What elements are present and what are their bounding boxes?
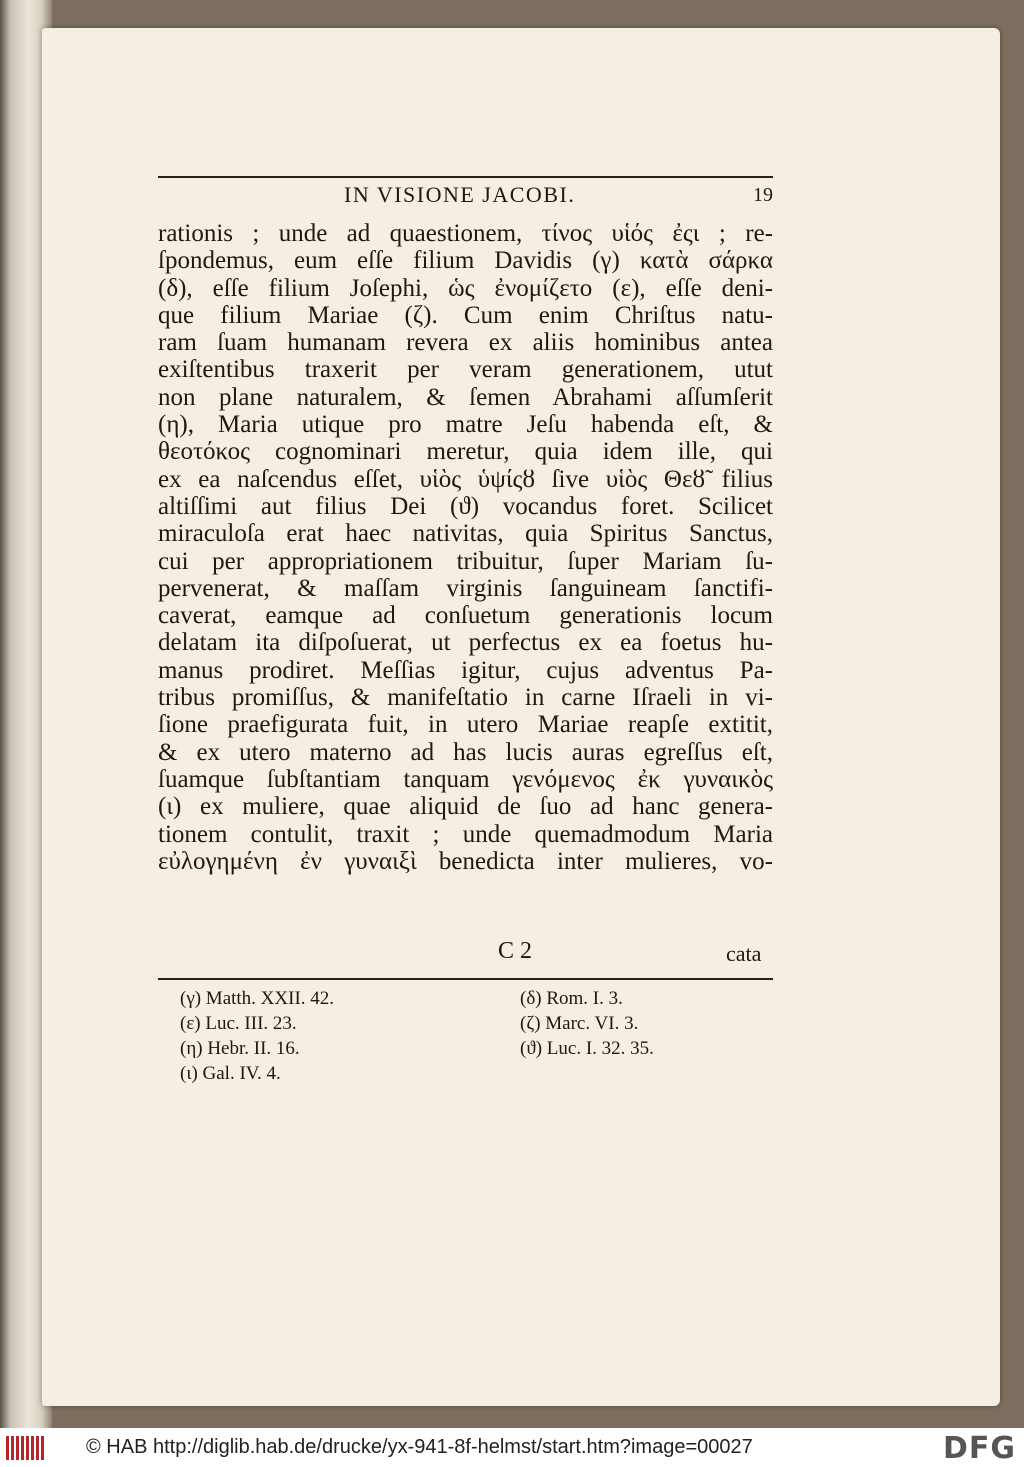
footnote-row [180, 1061, 740, 1086]
text-line: ſuamque ſubſtantiam tanquam γενόμενος ἐκ γυναικὸς [158, 765, 773, 793]
footnote: (γ) Matth. XXII. 42. [180, 988, 335, 1009]
text-line: que filium Mariae (ζ). Cum enim Chriſtus natu- [158, 301, 773, 329]
text-line: manus prodiret. Meſſias igitur, cujus adventus Pa- [158, 656, 773, 684]
text-line: cui per appropriationem tribuitur, ſuper Mariam ſu- [158, 547, 773, 575]
text-line: ſione praefigurata fuit, in utero Mariae reapſe extitit, [158, 711, 773, 739]
text-line: rationis ; unde ad quaestionem, τίνος υἱός ἐςι ; re- [158, 220, 773, 247]
text-line: pervenerat, & maſſam virginis ſanguineam ſanctifi- [158, 574, 773, 602]
text-line: ex ea naſcendus eſſet, υἱὸς ὑψίςȣ ſive υἱὸς Θεȣ̃ filius [158, 465, 773, 493]
footnote-row [180, 1011, 740, 1036]
text-line: delatam ita diſpoſuerat, ut perfectus ex ea foetus hu- [158, 629, 773, 657]
footnote: (ϑ) Luc. I. 32. 35. [520, 1038, 654, 1059]
running-head [158, 180, 773, 212]
footnote-rule [158, 978, 773, 980]
text-line: & ex utero materno ad has lucis auras egreſſus eſt, [158, 738, 773, 766]
text-line: ram ſuam humanam revera ex aliis hominibus antea [158, 329, 773, 357]
signature-mark: C 2 [498, 938, 533, 964]
viewer-footer [0, 1428, 1024, 1467]
text-line: ſpondemus, eum eſſe filium Davidis (γ) κατὰ σάρκα [158, 247, 773, 275]
text-line: altiſſimi aut filius Dei (ϑ) vocandus foret. Scilicet [158, 492, 773, 520]
dfg-logo: DFG [942, 1431, 1016, 1466]
footnote-row [180, 1036, 740, 1061]
text-line: miraculoſa erat haec nativitas, quia Spiritus Sanctus, [158, 520, 773, 548]
text-line: (η), Maria utique pro matre Jeſu habenda eſt, & [158, 411, 773, 439]
running-title: IN VISIONE JACOBI. [344, 182, 576, 207]
text-line: exiſtentibus traxerit per veram generationem, utut [158, 356, 773, 384]
text-line: θεοτόκος cognominari meretur, quia idem ille, qui [158, 438, 773, 466]
footnote: (ε) Luc. III. 23. [180, 1013, 297, 1034]
footnote: (η) Hebr. II. 16. [180, 1038, 300, 1059]
footer-source-link[interactable]: © HAB http://diglib.hab.de/drucke/yx-941-8f-helmst/start.htm?image=00027 [86, 1436, 753, 1458]
text-line: tribus promiſſus, & manifeſtatio in carne Iſraeli in vi- [158, 684, 773, 712]
text-line: (ι) ex muliere, quae aliquid de ſuo ad hanc genera- [158, 793, 773, 821]
footnote: (ζ) Marc. VI. 3. [520, 1013, 639, 1034]
footnote: (δ) Rom. I. 3. [520, 988, 623, 1009]
text-line: non plane naturalem, & ſemen Abrahami aſſumſerit [158, 383, 773, 411]
text-line: caverat, eamque ad conſuetum generationis locum [158, 602, 773, 630]
hab-logo-icon [6, 1436, 46, 1460]
text-line: εὐλογημένη ἐν γυναιξὶ benedicta inter mulieres, vo- [158, 847, 773, 875]
footnote-row [180, 986, 740, 1011]
header-rule [158, 176, 773, 178]
text-line: (δ), eſſe filium Joſephi, ὡς ἐνομίζετο (ε), eſſe deni- [158, 274, 773, 302]
page-number: 19 [753, 184, 773, 206]
footnotes [180, 986, 740, 1086]
footnote: (ι) Gal. IV. 4. [180, 1063, 281, 1084]
text-line: tionem contulit, traxit ; unde quemadmodum Maria [158, 820, 773, 848]
body-text [158, 220, 773, 875]
catchword: cata [726, 941, 762, 966]
